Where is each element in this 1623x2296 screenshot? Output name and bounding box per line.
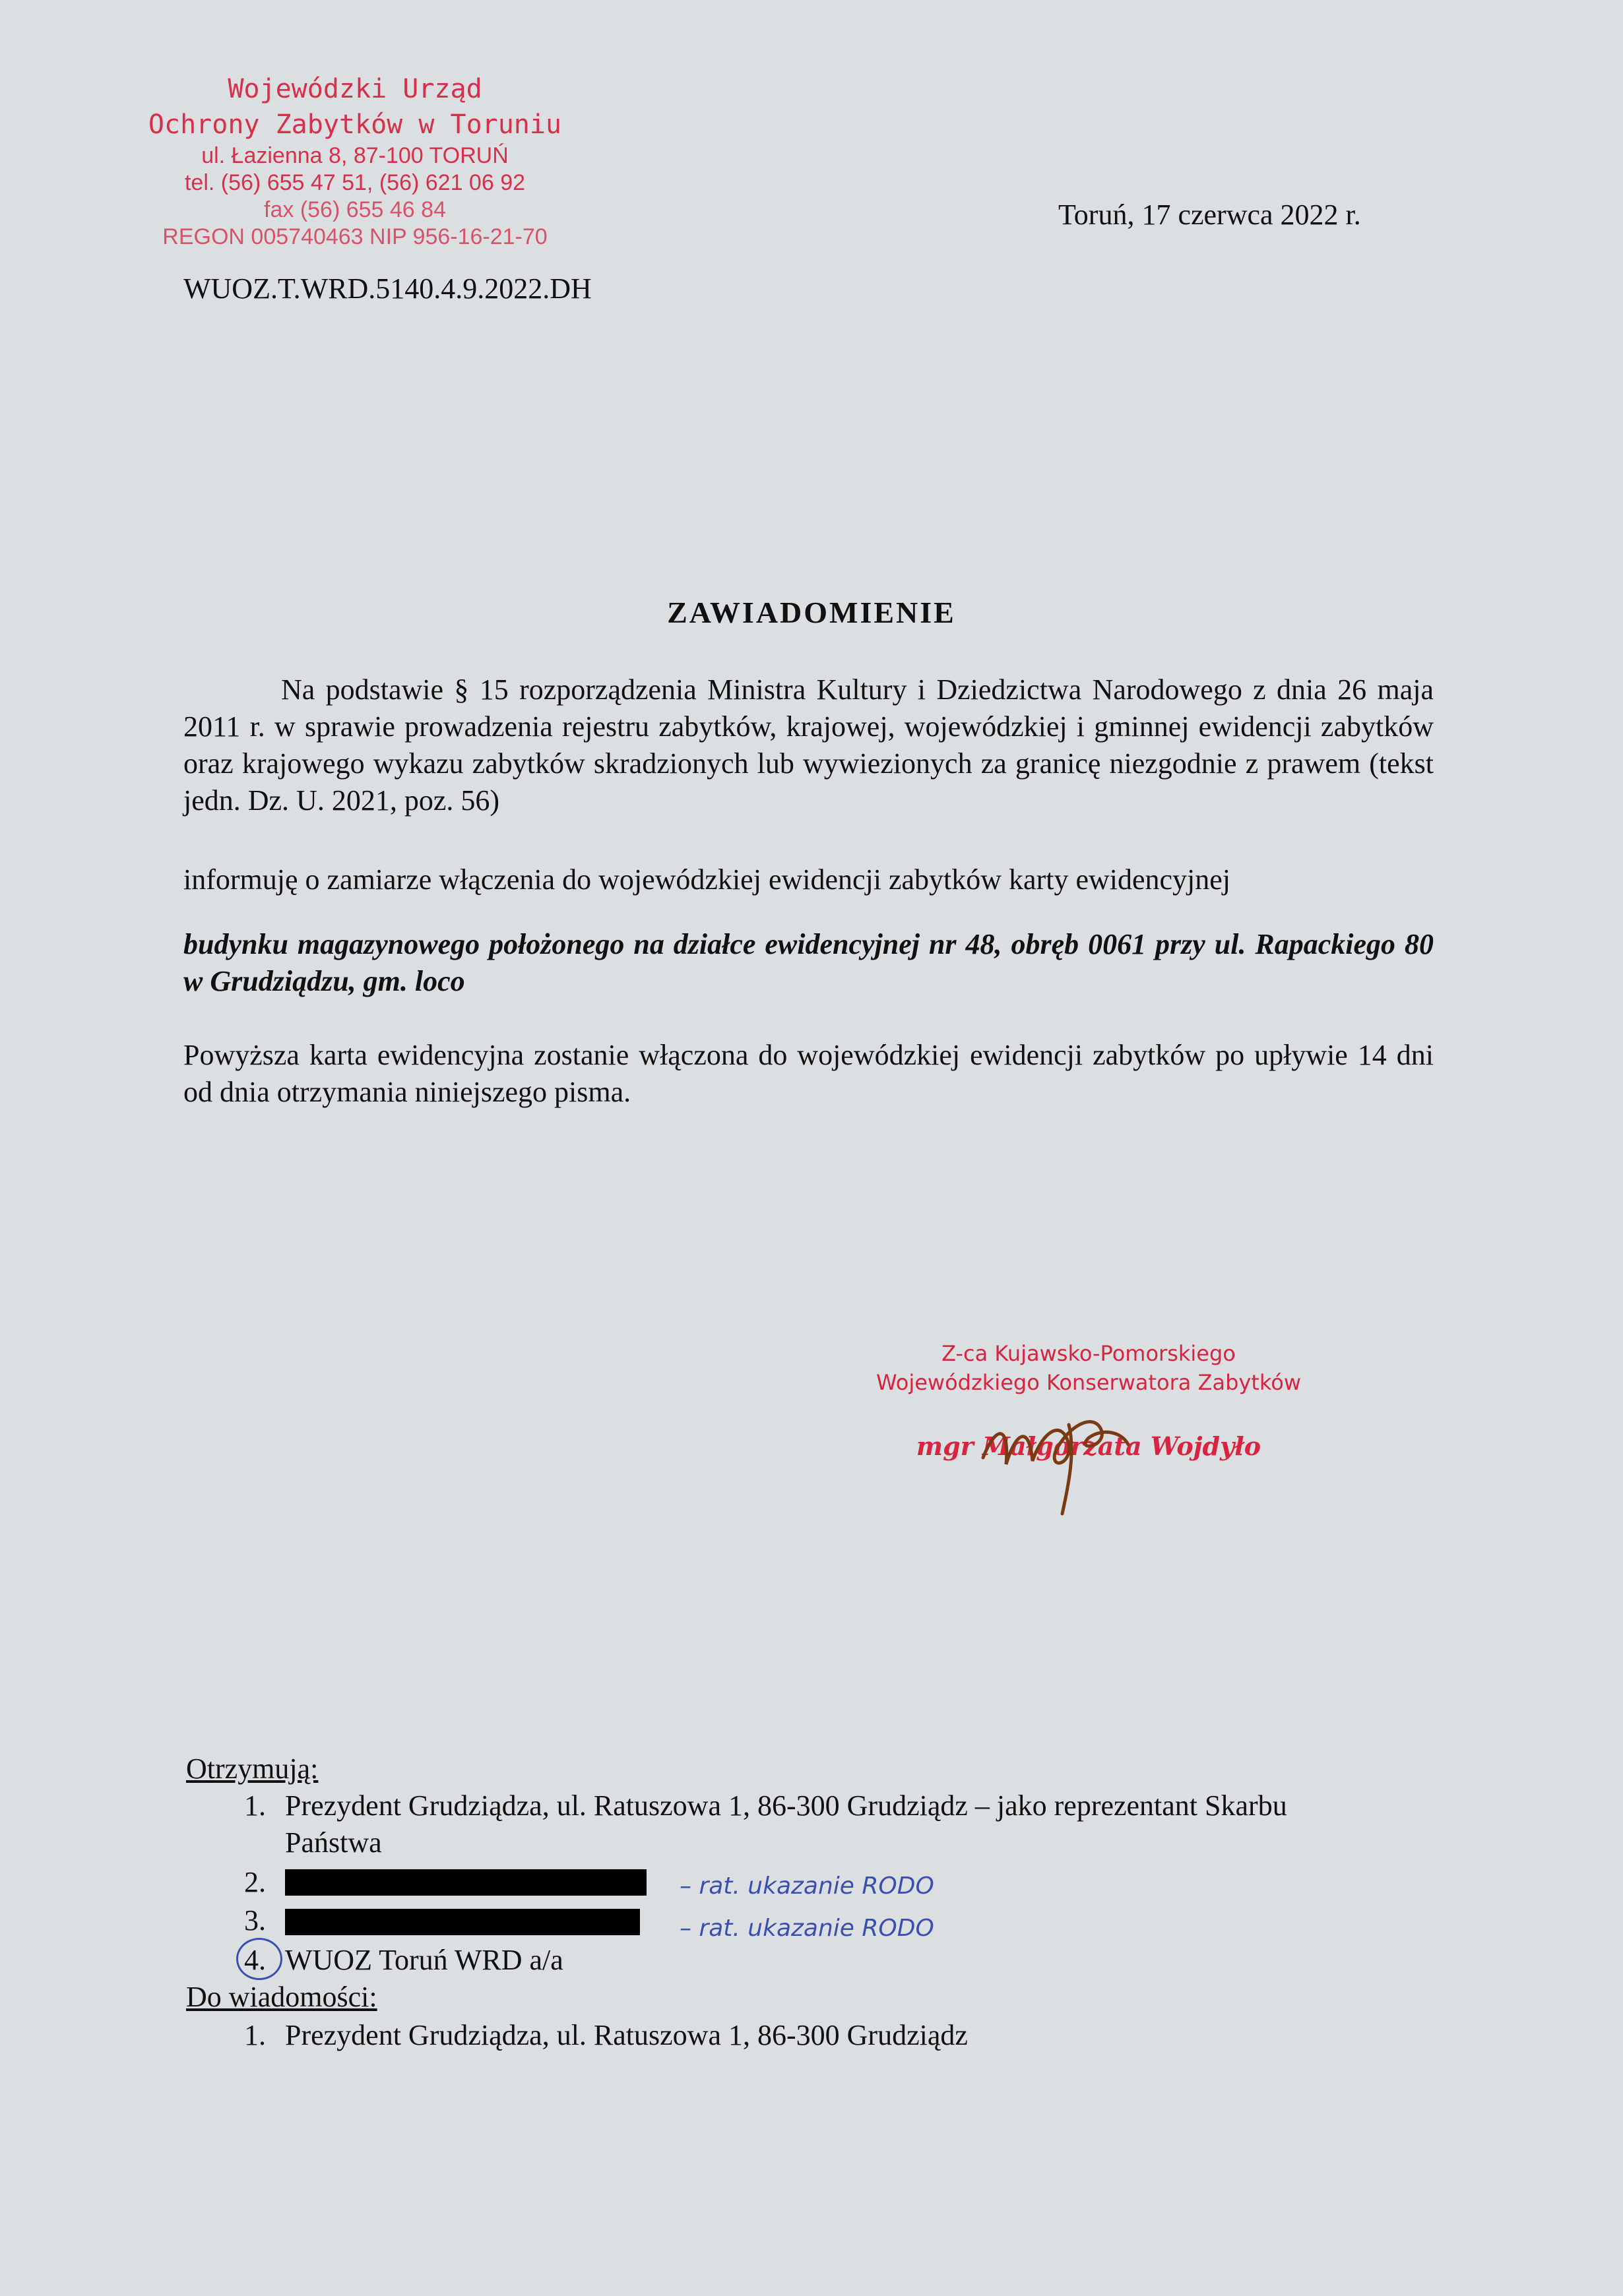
stamp-line-1: Wojewódzki Urząd <box>228 74 482 104</box>
paragraph-object: budynku magazynowego położonego na działce ewidencyjnej nr 48, obręb 0061 przy ul. Rapackiego 80 w Grudziądzu, gm. loco <box>183 928 1434 997</box>
item-text: Prezydent Grudziądza, ul. Ratuszowa 1, 86-300 Grudziądz – jako reprezentant Skarbu <box>285 1789 1287 1822</box>
signature-title-1: Z-ca Kujawsko-Pomorskiego <box>941 1341 1236 1366</box>
circle-mark <box>236 1938 282 1980</box>
recipients-heading: Otrzymują: <box>186 1753 319 1785</box>
paragraph-legal-basis: Na podstawie § 15 rozporządzenia Ministra Kultury i Dziedzictwa Narodowego z dnia 26 maja 2011 r. w sprawie prowadzenia rejestru zabytków, krajowej, wojewódzkiej i gminnej ewidencji zabytków oraz krajowego wykazu zabytków skradzionych lub wywiezionych za granicę niezgodnie z prawem (tekst jedn. Dz. U. 2021, poz. 56) <box>183 673 1434 817</box>
recipient-item-3 <box>244 1902 1102 1942</box>
place-date: Toruń, 17 czerwca 2022 r. <box>1058 199 1361 231</box>
signature-name: mgr Małgorzata Wojdyło <box>916 1431 1261 1461</box>
item-text: WUOZ Toruń WRD a/a <box>285 1944 563 1976</box>
cc-heading: Do wiadomości: <box>186 1981 377 2013</box>
stamp-phone: tel. (56) 655 47 51, (56) 621 06 92 <box>184 170 526 195</box>
recipient-item-1 <box>244 1787 1438 1861</box>
stamp-address: ul. Łazienna 8, 87-100 TORUŃ <box>201 143 509 168</box>
recipient-item-4 <box>244 1942 1102 1979</box>
item-number: 3. <box>244 1904 266 1937</box>
redaction-bar <box>285 1909 640 1935</box>
item-number: 2. <box>244 1866 266 1898</box>
item-number: 4. <box>244 1944 266 1976</box>
redaction-bar <box>285 1869 647 1896</box>
signature-title-2: Wojewódzkiego Konserwatora Zabytków <box>875 1370 1302 1395</box>
reference-number: WUOZ.T.WRD.5140.4.9.2022.DH <box>183 272 592 305</box>
stamp-regon: REGON 005740463 NIP 956-16-21-70 <box>162 224 548 249</box>
office-stamp <box>124 71 586 251</box>
handwritten-note: – rat. ukazanie RODO <box>680 1873 934 1900</box>
item-text: Prezydent Grudziądza, ul. Ratuszowa 1, 86-300 Grudziądz <box>285 2019 968 2051</box>
stamp-line-2: Ochrony Zabytków w Toruniu <box>148 109 562 140</box>
paragraph-deadline: Powyższa karta ewidencyjna zostanie włączona do wojewódzkiej ewidencji zabytków po upływie 14 dni od dnia otrzymania niniejszego pisma. <box>183 1039 1434 1108</box>
item-number: 1. <box>244 2019 266 2051</box>
stamp-fax: fax (56) 655 46 84 <box>264 197 446 222</box>
handwritten-note: – rat. ukazanie RODO <box>680 1915 934 1942</box>
document-title: ZAWIADOMIENIE <box>667 596 956 629</box>
recipient-item-2 <box>244 1864 1102 1901</box>
item-text-continued: Państwa <box>285 1826 382 1859</box>
paragraph-intent: informuję o zamiarze włączenia do wojewódzkiej ewidencji zabytków karty ewidencyjnej <box>183 863 1231 896</box>
item-number: 1. <box>244 1789 266 1822</box>
handwritten-signature <box>970 1385 1141 1517</box>
cc-item-1 <box>244 2017 1234 2054</box>
